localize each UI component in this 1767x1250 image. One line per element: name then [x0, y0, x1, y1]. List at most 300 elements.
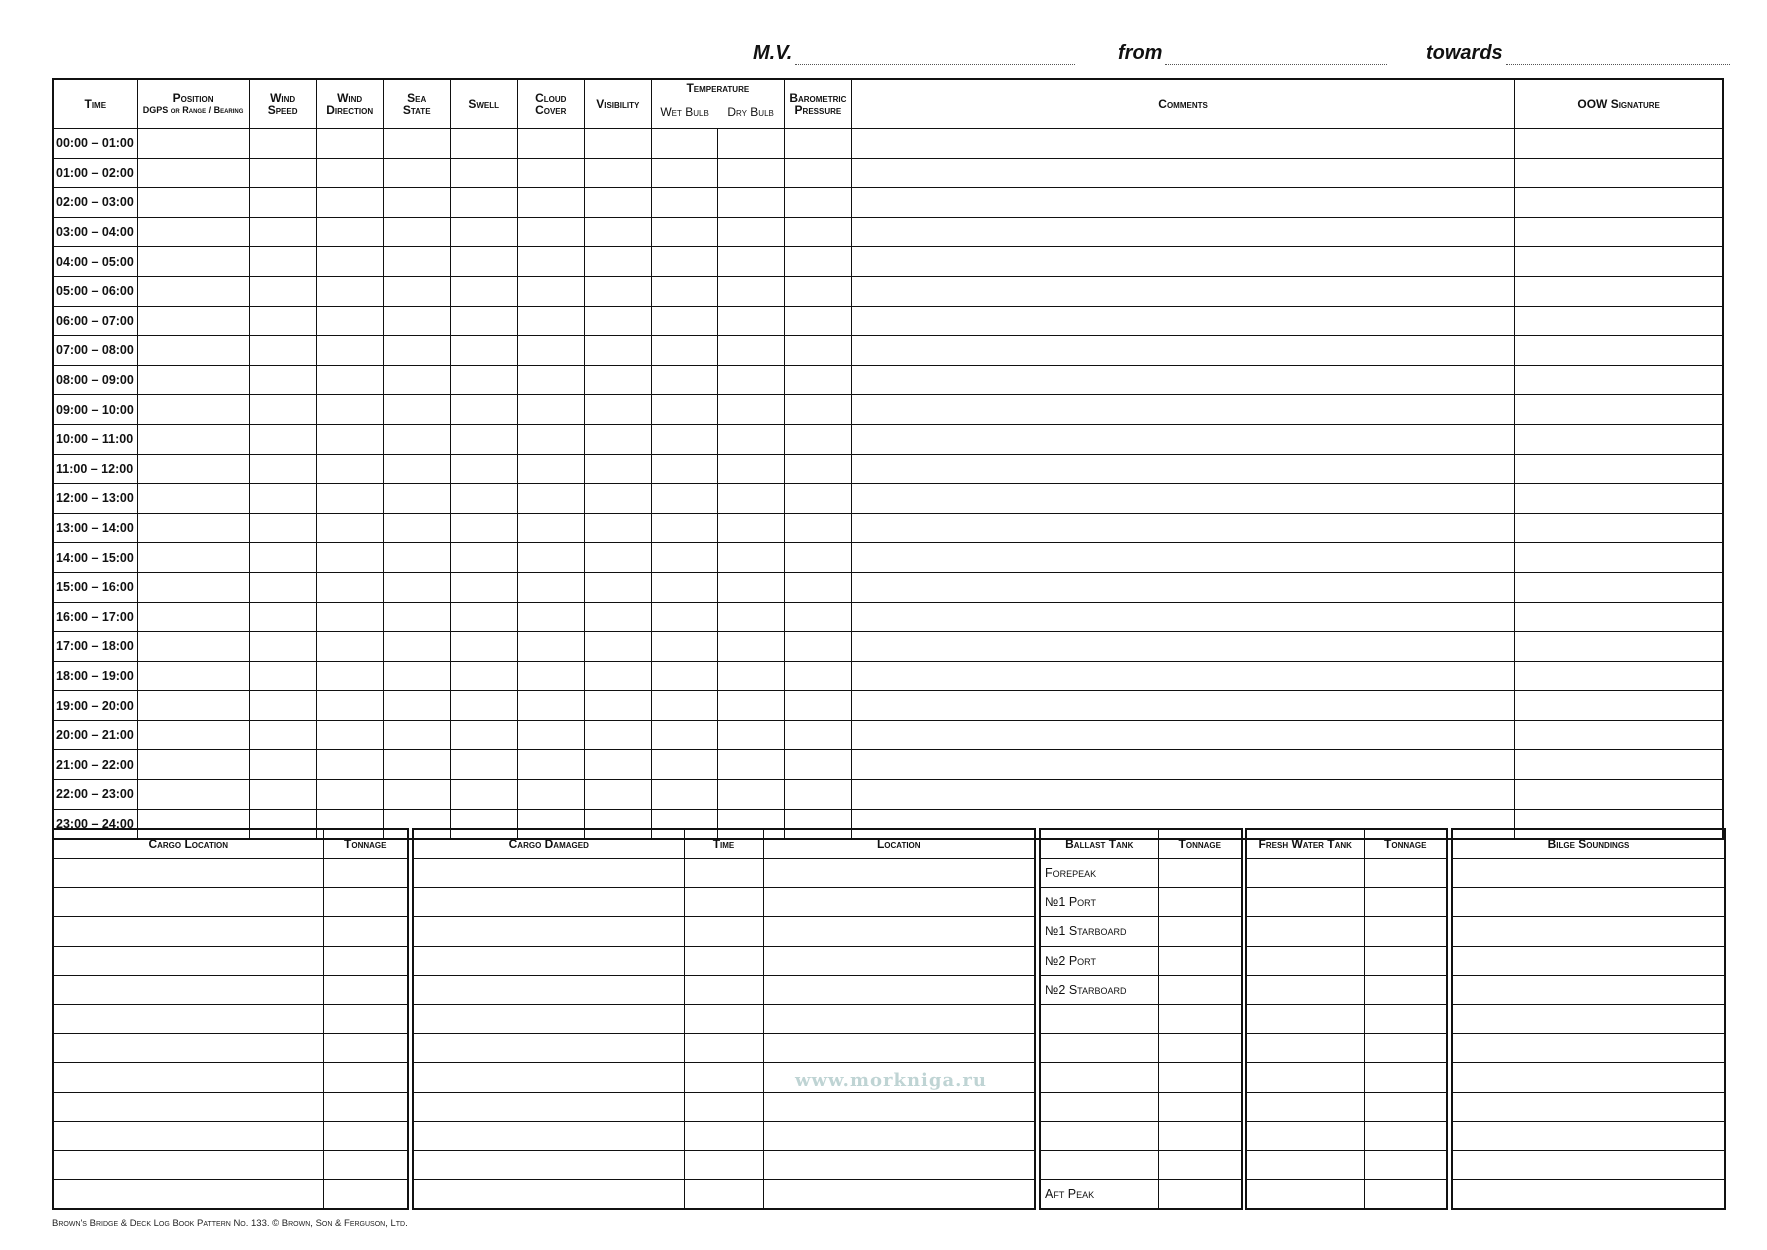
visibility-cell[interactable]: [584, 632, 651, 662]
wind-direction-cell[interactable]: [316, 602, 383, 632]
wind-speed-cell[interactable]: [249, 750, 316, 780]
visibility-cell[interactable]: [584, 780, 651, 810]
cargo-location-cell[interactable]: [53, 1063, 323, 1092]
ballast-tonnage-cell[interactable]: [1158, 1121, 1242, 1150]
wind-speed-cell[interactable]: [249, 691, 316, 721]
barometric-cell[interactable]: [784, 395, 851, 425]
damage-location-cell[interactable]: [763, 946, 1035, 975]
wind-direction-cell[interactable]: [316, 336, 383, 366]
position-cell[interactable]: [137, 543, 249, 573]
barometric-cell[interactable]: [784, 247, 851, 277]
cargo-tonnage-cell[interactable]: [323, 917, 408, 946]
sea-state-cell[interactable]: [383, 543, 450, 573]
sea-state-cell[interactable]: [383, 306, 450, 336]
ballast-tank-name[interactable]: [1040, 1063, 1158, 1092]
barometric-cell[interactable]: [784, 158, 851, 188]
wet-bulb-cell[interactable]: [651, 247, 717, 277]
cloud-cover-cell[interactable]: [517, 750, 584, 780]
position-cell[interactable]: [137, 780, 249, 810]
barometric-cell[interactable]: [784, 336, 851, 366]
oow-signature-cell[interactable]: [1515, 306, 1723, 336]
from-line[interactable]: [1165, 44, 1387, 65]
wind-speed-cell[interactable]: [249, 720, 316, 750]
oow-signature-cell[interactable]: [1515, 217, 1723, 247]
wet-bulb-cell[interactable]: [651, 424, 717, 454]
wind-speed-cell[interactable]: [249, 424, 316, 454]
sea-state-cell[interactable]: [383, 188, 450, 218]
cargo-damaged-cell[interactable]: [413, 1034, 684, 1063]
comments-cell[interactable]: [851, 543, 1514, 573]
ballast-tank-name[interactable]: №2 Starboard: [1040, 975, 1158, 1004]
damage-time-cell[interactable]: [684, 946, 763, 975]
sea-state-cell[interactable]: [383, 129, 450, 159]
sea-state-cell[interactable]: [383, 513, 450, 543]
damage-location-cell[interactable]: [763, 1121, 1035, 1150]
swell-cell[interactable]: [450, 513, 517, 543]
ballast-tank-name[interactable]: №1 Port: [1040, 888, 1158, 917]
dry-bulb-cell[interactable]: [717, 276, 784, 306]
dry-bulb-cell[interactable]: [717, 247, 784, 277]
wind-speed-cell[interactable]: [249, 336, 316, 366]
visibility-cell[interactable]: [584, 484, 651, 514]
cargo-tonnage-cell[interactable]: [323, 888, 408, 917]
bilge-sounding-cell[interactable]: [1452, 1004, 1725, 1033]
barometric-cell[interactable]: [784, 720, 851, 750]
comments-cell[interactable]: [851, 691, 1514, 721]
dry-bulb-cell[interactable]: [717, 484, 784, 514]
comments-cell[interactable]: [851, 276, 1514, 306]
fresh-water-tank-cell[interactable]: [1246, 1092, 1364, 1121]
wet-bulb-cell[interactable]: [651, 691, 717, 721]
swell-cell[interactable]: [450, 632, 517, 662]
wet-bulb-cell[interactable]: [651, 780, 717, 810]
fresh-water-tank-cell[interactable]: [1246, 1034, 1364, 1063]
swell-cell[interactable]: [450, 395, 517, 425]
swell-cell[interactable]: [450, 158, 517, 188]
wet-bulb-cell[interactable]: [651, 572, 717, 602]
cloud-cover-cell[interactable]: [517, 543, 584, 573]
ballast-tonnage-cell[interactable]: [1158, 859, 1242, 888]
wind-speed-cell[interactable]: [249, 188, 316, 218]
fresh-water-tonnage-cell[interactable]: [1364, 1150, 1447, 1179]
oow-signature-cell[interactable]: [1515, 780, 1723, 810]
cloud-cover-cell[interactable]: [517, 572, 584, 602]
cargo-tonnage-cell[interactable]: [323, 1004, 408, 1033]
wet-bulb-cell[interactable]: [651, 188, 717, 218]
fresh-water-tonnage-cell[interactable]: [1364, 946, 1447, 975]
wet-bulb-cell[interactable]: [651, 661, 717, 691]
barometric-cell[interactable]: [784, 691, 851, 721]
cloud-cover-cell[interactable]: [517, 395, 584, 425]
wind-speed-cell[interactable]: [249, 513, 316, 543]
position-cell[interactable]: [137, 158, 249, 188]
ballast-tank-name[interactable]: Aft Peak: [1040, 1180, 1158, 1210]
bilge-sounding-cell[interactable]: [1452, 1180, 1725, 1210]
ballast-tank-name[interactable]: [1040, 1092, 1158, 1121]
comments-cell[interactable]: [851, 395, 1514, 425]
visibility-cell[interactable]: [584, 513, 651, 543]
ballast-tank-name[interactable]: [1040, 1034, 1158, 1063]
oow-signature-cell[interactable]: [1515, 158, 1723, 188]
oow-signature-cell[interactable]: [1515, 336, 1723, 366]
dry-bulb-cell[interactable]: [717, 395, 784, 425]
oow-signature-cell[interactable]: [1515, 188, 1723, 218]
wind-direction-cell[interactable]: [316, 247, 383, 277]
wind-direction-cell[interactable]: [316, 720, 383, 750]
swell-cell[interactable]: [450, 750, 517, 780]
bilge-sounding-cell[interactable]: [1452, 1092, 1725, 1121]
visibility-cell[interactable]: [584, 572, 651, 602]
ballast-tank-name[interactable]: [1040, 1004, 1158, 1033]
position-cell[interactable]: [137, 217, 249, 247]
position-cell[interactable]: [137, 276, 249, 306]
swell-cell[interactable]: [450, 691, 517, 721]
wind-direction-cell[interactable]: [316, 276, 383, 306]
cloud-cover-cell[interactable]: [517, 336, 584, 366]
barometric-cell[interactable]: [784, 365, 851, 395]
cargo-tonnage-cell[interactable]: [323, 1180, 408, 1210]
sea-state-cell[interactable]: [383, 720, 450, 750]
ballast-tonnage-cell[interactable]: [1158, 1004, 1242, 1033]
damage-location-cell[interactable]: [763, 1180, 1035, 1210]
swell-cell[interactable]: [450, 276, 517, 306]
wind-speed-cell[interactable]: [249, 365, 316, 395]
fresh-water-tonnage-cell[interactable]: [1364, 1180, 1447, 1210]
wind-direction-cell[interactable]: [316, 129, 383, 159]
damage-time-cell[interactable]: [684, 1121, 763, 1150]
wind-speed-cell[interactable]: [249, 543, 316, 573]
fresh-water-tonnage-cell[interactable]: [1364, 888, 1447, 917]
sea-state-cell[interactable]: [383, 484, 450, 514]
ballast-tonnage-cell[interactable]: [1158, 917, 1242, 946]
cargo-damaged-cell[interactable]: [413, 888, 684, 917]
oow-signature-cell[interactable]: [1515, 424, 1723, 454]
cargo-tonnage-cell[interactable]: [323, 975, 408, 1004]
oow-signature-cell[interactable]: [1515, 572, 1723, 602]
visibility-cell[interactable]: [584, 188, 651, 218]
barometric-cell[interactable]: [784, 750, 851, 780]
comments-cell[interactable]: [851, 780, 1514, 810]
sea-state-cell[interactable]: [383, 158, 450, 188]
comments-cell[interactable]: [851, 424, 1514, 454]
cargo-damaged-cell[interactable]: [413, 946, 684, 975]
cargo-location-cell[interactable]: [53, 1034, 323, 1063]
cargo-location-cell[interactable]: [53, 1150, 323, 1179]
dry-bulb-cell[interactable]: [717, 750, 784, 780]
sea-state-cell[interactable]: [383, 632, 450, 662]
swell-cell[interactable]: [450, 188, 517, 218]
bilge-sounding-cell[interactable]: [1452, 946, 1725, 975]
oow-signature-cell[interactable]: [1515, 720, 1723, 750]
sea-state-cell[interactable]: [383, 395, 450, 425]
cargo-location-cell[interactable]: [53, 1004, 323, 1033]
visibility-cell[interactable]: [584, 365, 651, 395]
oow-signature-cell[interactable]: [1515, 395, 1723, 425]
position-cell[interactable]: [137, 572, 249, 602]
oow-signature-cell[interactable]: [1515, 691, 1723, 721]
damage-location-cell[interactable]: [763, 1034, 1035, 1063]
damage-location-cell[interactable]: [763, 1004, 1035, 1033]
fresh-water-tank-cell[interactable]: [1246, 975, 1364, 1004]
visibility-cell[interactable]: [584, 750, 651, 780]
dry-bulb-cell[interactable]: [717, 602, 784, 632]
wind-direction-cell[interactable]: [316, 188, 383, 218]
dry-bulb-cell[interactable]: [717, 661, 784, 691]
wind-speed-cell[interactable]: [249, 484, 316, 514]
cloud-cover-cell[interactable]: [517, 217, 584, 247]
wet-bulb-cell[interactable]: [651, 602, 717, 632]
dry-bulb-cell[interactable]: [717, 424, 784, 454]
wind-direction-cell[interactable]: [316, 454, 383, 484]
wet-bulb-cell[interactable]: [651, 454, 717, 484]
wind-speed-cell[interactable]: [249, 602, 316, 632]
ballast-tonnage-cell[interactable]: [1158, 1034, 1242, 1063]
ballast-tonnage-cell[interactable]: [1158, 975, 1242, 1004]
ballast-tonnage-cell[interactable]: [1158, 888, 1242, 917]
wet-bulb-cell[interactable]: [651, 217, 717, 247]
towards-line[interactable]: [1506, 44, 1730, 65]
swell-cell[interactable]: [450, 365, 517, 395]
position-cell[interactable]: [137, 602, 249, 632]
damage-location-cell[interactable]: [763, 1092, 1035, 1121]
swell-cell[interactable]: [450, 306, 517, 336]
from-field[interactable]: [1118, 42, 1387, 65]
ballast-tonnage-cell[interactable]: [1158, 1092, 1242, 1121]
visibility-cell[interactable]: [584, 217, 651, 247]
damage-time-cell[interactable]: [684, 1150, 763, 1179]
damage-location-cell[interactable]: [763, 917, 1035, 946]
dry-bulb-cell[interactable]: [717, 454, 784, 484]
swell-cell[interactable]: [450, 129, 517, 159]
position-cell[interactable]: [137, 691, 249, 721]
visibility-cell[interactable]: [584, 720, 651, 750]
position-cell[interactable]: [137, 720, 249, 750]
wet-bulb-cell[interactable]: [651, 543, 717, 573]
cargo-location-cell[interactable]: [53, 1121, 323, 1150]
visibility-cell[interactable]: [584, 306, 651, 336]
swell-cell[interactable]: [450, 247, 517, 277]
damage-location-cell[interactable]: [763, 1150, 1035, 1179]
position-cell[interactable]: [137, 513, 249, 543]
cargo-location-cell[interactable]: [53, 1180, 323, 1210]
wind-speed-cell[interactable]: [249, 661, 316, 691]
swell-cell[interactable]: [450, 454, 517, 484]
dry-bulb-cell[interactable]: [717, 129, 784, 159]
fresh-water-tonnage-cell[interactable]: [1364, 1092, 1447, 1121]
wet-bulb-cell[interactable]: [651, 750, 717, 780]
wet-bulb-cell[interactable]: [651, 129, 717, 159]
dry-bulb-cell[interactable]: [717, 572, 784, 602]
fresh-water-tonnage-cell[interactable]: [1364, 1063, 1447, 1092]
wind-direction-cell[interactable]: [316, 365, 383, 395]
cargo-damaged-cell[interactable]: [413, 1063, 684, 1092]
wind-direction-cell[interactable]: [316, 395, 383, 425]
sea-state-cell[interactable]: [383, 780, 450, 810]
cargo-tonnage-cell[interactable]: [323, 1034, 408, 1063]
wet-bulb-cell[interactable]: [651, 365, 717, 395]
wind-direction-cell[interactable]: [316, 691, 383, 721]
fresh-water-tonnage-cell[interactable]: [1364, 1121, 1447, 1150]
ballast-tonnage-cell[interactable]: [1158, 1063, 1242, 1092]
oow-signature-cell[interactable]: [1515, 365, 1723, 395]
swell-cell[interactable]: [450, 572, 517, 602]
visibility-cell[interactable]: [584, 158, 651, 188]
dry-bulb-cell[interactable]: [717, 513, 784, 543]
bilge-sounding-cell[interactable]: [1452, 888, 1725, 917]
bilge-sounding-cell[interactable]: [1452, 1150, 1725, 1179]
damage-time-cell[interactable]: [684, 917, 763, 946]
barometric-cell[interactable]: [784, 543, 851, 573]
fresh-water-tank-cell[interactable]: [1246, 888, 1364, 917]
dry-bulb-cell[interactable]: [717, 543, 784, 573]
comments-cell[interactable]: [851, 129, 1514, 159]
wind-direction-cell[interactable]: [316, 572, 383, 602]
visibility-cell[interactable]: [584, 424, 651, 454]
fresh-water-tank-cell[interactable]: [1246, 946, 1364, 975]
sea-state-cell[interactable]: [383, 602, 450, 632]
comments-cell[interactable]: [851, 247, 1514, 277]
cargo-tonnage-cell[interactable]: [323, 1121, 408, 1150]
fresh-water-tank-cell[interactable]: [1246, 1121, 1364, 1150]
position-cell[interactable]: [137, 484, 249, 514]
oow-signature-cell[interactable]: [1515, 543, 1723, 573]
wet-bulb-cell[interactable]: [651, 158, 717, 188]
barometric-cell[interactable]: [784, 602, 851, 632]
wind-direction-cell[interactable]: [316, 750, 383, 780]
oow-signature-cell[interactable]: [1515, 247, 1723, 277]
cargo-damaged-cell[interactable]: [413, 1150, 684, 1179]
oow-signature-cell[interactable]: [1515, 750, 1723, 780]
wet-bulb-cell[interactable]: [651, 395, 717, 425]
wind-speed-cell[interactable]: [249, 276, 316, 306]
sea-state-cell[interactable]: [383, 454, 450, 484]
cloud-cover-cell[interactable]: [517, 158, 584, 188]
dry-bulb-cell[interactable]: [717, 691, 784, 721]
position-cell[interactable]: [137, 454, 249, 484]
damage-time-cell[interactable]: [684, 975, 763, 1004]
wind-direction-cell[interactable]: [316, 780, 383, 810]
comments-cell[interactable]: [851, 217, 1514, 247]
visibility-cell[interactable]: [584, 661, 651, 691]
cloud-cover-cell[interactable]: [517, 129, 584, 159]
oow-signature-cell[interactable]: [1515, 129, 1723, 159]
cargo-tonnage-cell[interactable]: [323, 859, 408, 888]
swell-cell[interactable]: [450, 780, 517, 810]
comments-cell[interactable]: [851, 454, 1514, 484]
bilge-sounding-cell[interactable]: [1452, 859, 1725, 888]
oow-signature-cell[interactable]: [1515, 632, 1723, 662]
barometric-cell[interactable]: [784, 513, 851, 543]
fresh-water-tank-cell[interactable]: [1246, 917, 1364, 946]
cargo-tonnage-cell[interactable]: [323, 1150, 408, 1179]
comments-cell[interactable]: [851, 365, 1514, 395]
barometric-cell[interactable]: [784, 661, 851, 691]
barometric-cell[interactable]: [784, 484, 851, 514]
barometric-cell[interactable]: [784, 306, 851, 336]
position-cell[interactable]: [137, 424, 249, 454]
barometric-cell[interactable]: [784, 454, 851, 484]
comments-cell[interactable]: [851, 572, 1514, 602]
position-cell[interactable]: [137, 750, 249, 780]
cargo-damaged-cell[interactable]: [413, 917, 684, 946]
visibility-cell[interactable]: [584, 543, 651, 573]
fresh-water-tank-cell[interactable]: [1246, 1180, 1364, 1210]
wet-bulb-cell[interactable]: [651, 632, 717, 662]
position-cell[interactable]: [137, 336, 249, 366]
bilge-sounding-cell[interactable]: [1452, 1121, 1725, 1150]
comments-cell[interactable]: [851, 158, 1514, 188]
barometric-cell[interactable]: [784, 276, 851, 306]
cloud-cover-cell[interactable]: [517, 602, 584, 632]
wind-speed-cell[interactable]: [249, 454, 316, 484]
position-cell[interactable]: [137, 306, 249, 336]
sea-state-cell[interactable]: [383, 247, 450, 277]
ballast-tonnage-cell[interactable]: [1158, 1150, 1242, 1179]
visibility-cell[interactable]: [584, 129, 651, 159]
fresh-water-tonnage-cell[interactable]: [1364, 1004, 1447, 1033]
cloud-cover-cell[interactable]: [517, 691, 584, 721]
fresh-water-tank-cell[interactable]: [1246, 1150, 1364, 1179]
position-cell[interactable]: [137, 365, 249, 395]
swell-cell[interactable]: [450, 217, 517, 247]
barometric-cell[interactable]: [784, 632, 851, 662]
damage-time-cell[interactable]: [684, 1034, 763, 1063]
ballast-tonnage-cell[interactable]: [1158, 946, 1242, 975]
cargo-damaged-cell[interactable]: [413, 1180, 684, 1210]
comments-cell[interactable]: [851, 602, 1514, 632]
swell-cell[interactable]: [450, 424, 517, 454]
dry-bulb-cell[interactable]: [717, 306, 784, 336]
swell-cell[interactable]: [450, 336, 517, 366]
sea-state-cell[interactable]: [383, 750, 450, 780]
cargo-damaged-cell[interactable]: [413, 1092, 684, 1121]
cargo-damaged-cell[interactable]: [413, 1004, 684, 1033]
mv-line[interactable]: [795, 44, 1075, 65]
damage-time-cell[interactable]: [684, 1092, 763, 1121]
cargo-location-cell[interactable]: [53, 888, 323, 917]
dry-bulb-cell[interactable]: [717, 188, 784, 218]
comments-cell[interactable]: [851, 188, 1514, 218]
comments-cell[interactable]: [851, 336, 1514, 366]
damage-time-cell[interactable]: [684, 888, 763, 917]
swell-cell[interactable]: [450, 484, 517, 514]
visibility-cell[interactable]: [584, 691, 651, 721]
position-cell[interactable]: [137, 395, 249, 425]
barometric-cell[interactable]: [784, 780, 851, 810]
sea-state-cell[interactable]: [383, 661, 450, 691]
swell-cell[interactable]: [450, 602, 517, 632]
ballast-tank-name[interactable]: [1040, 1121, 1158, 1150]
wet-bulb-cell[interactable]: [651, 513, 717, 543]
wind-direction-cell[interactable]: [316, 543, 383, 573]
barometric-cell[interactable]: [784, 129, 851, 159]
dry-bulb-cell[interactable]: [717, 365, 784, 395]
wind-direction-cell[interactable]: [316, 513, 383, 543]
damage-location-cell[interactable]: [763, 975, 1035, 1004]
wind-direction-cell[interactable]: [316, 158, 383, 188]
position-cell[interactable]: [137, 632, 249, 662]
cargo-damaged-cell[interactable]: [413, 859, 684, 888]
cargo-location-cell[interactable]: [53, 1092, 323, 1121]
sea-state-cell[interactable]: [383, 217, 450, 247]
comments-cell[interactable]: [851, 632, 1514, 662]
visibility-cell[interactable]: [584, 602, 651, 632]
dry-bulb-cell[interactable]: [717, 780, 784, 810]
barometric-cell[interactable]: [784, 572, 851, 602]
cargo-tonnage-cell[interactable]: [323, 1063, 408, 1092]
wind-direction-cell[interactable]: [316, 424, 383, 454]
comments-cell[interactable]: [851, 750, 1514, 780]
